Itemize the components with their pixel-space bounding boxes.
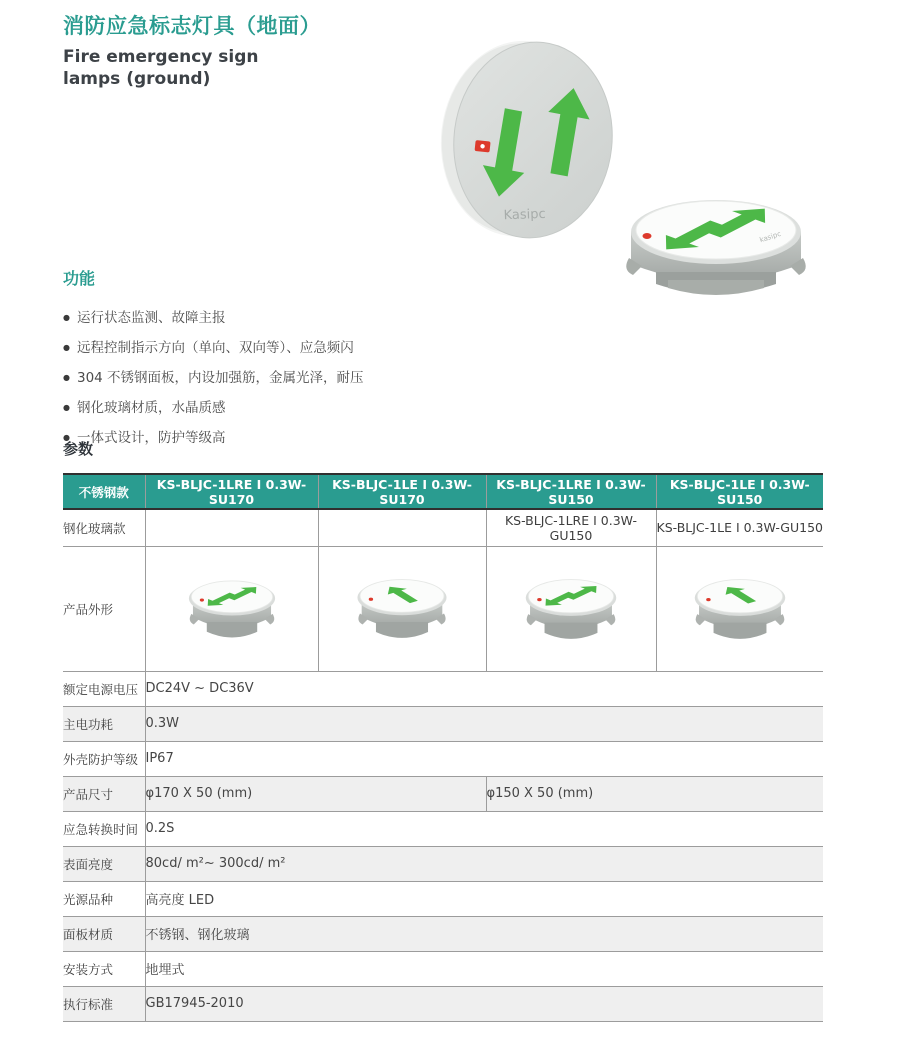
param-row-standard bbox=[63, 986, 823, 1021]
model-code bbox=[318, 509, 486, 546]
param-row-ip-rating bbox=[63, 741, 823, 776]
row-label: 钢化玻璃款 bbox=[63, 509, 145, 546]
product-image-cell bbox=[486, 546, 656, 671]
row-value: φ170 X 50 (mm) bbox=[145, 776, 486, 811]
row-label: 安装方式 bbox=[63, 951, 145, 986]
row-label: 光源品种 bbox=[63, 881, 145, 916]
row-label: 外壳防护等级 bbox=[63, 741, 145, 776]
product-image-cell bbox=[145, 546, 318, 671]
row-label: 面板材质 bbox=[63, 916, 145, 951]
features-section bbox=[63, 266, 483, 453]
features-list bbox=[63, 303, 483, 453]
disc-lamp-illustration bbox=[440, 36, 622, 246]
double-arrow-lamp-image bbox=[171, 563, 293, 655]
page-header bbox=[63, 10, 443, 90]
feature-item: ● 304 不锈钢面板，内设加强筋，金属光泽，耐压 bbox=[63, 363, 483, 393]
subtitle-line-2: lamps (ground) bbox=[63, 69, 211, 89]
param-row-switch-time bbox=[63, 811, 823, 846]
model-code: KS-BLJC-1LE I 0.3W-GU150 bbox=[656, 509, 823, 546]
row-value: φ150 X 50 (mm) bbox=[486, 776, 823, 811]
table-row-steel-models bbox=[63, 474, 823, 509]
single-arrow-lamp-image bbox=[339, 561, 465, 656]
product-hero-image bbox=[440, 36, 870, 304]
status-indicator-light bbox=[643, 233, 652, 239]
row-value: IP67 bbox=[145, 741, 823, 776]
row-value: DC24V ~ DC36V bbox=[145, 671, 823, 706]
page-subtitle bbox=[63, 46, 443, 90]
row-label: 产品尺寸 bbox=[63, 776, 145, 811]
row-value: GB17945-2010 bbox=[145, 986, 823, 1021]
feature-item: ● 钢化玻璃材质，水晶质感 bbox=[63, 393, 483, 423]
row-value: 80cd/ m²~ 300cd/ m² bbox=[145, 846, 823, 881]
model-code: KS-BLJC-1LE I 0.3W-SU150 bbox=[656, 474, 823, 509]
param-row-light-source bbox=[63, 881, 823, 916]
parameters-table bbox=[63, 473, 823, 1022]
row-label: 产品外形 bbox=[63, 546, 145, 671]
hero-lamps-illustration bbox=[440, 36, 870, 304]
double-arrow-lamp-image bbox=[507, 561, 635, 657]
row-label: 额定电源电压 bbox=[63, 671, 145, 706]
ground-lamp-illustration bbox=[626, 200, 805, 295]
row-label: 不锈钢款 bbox=[63, 474, 145, 509]
model-code bbox=[145, 509, 318, 546]
table-row-glass-models bbox=[63, 509, 823, 546]
model-code: KS-BLJC-1LE I 0.3W-SU170 bbox=[318, 474, 486, 509]
model-code: KS-BLJC-1LRE I 0.3W-SU150 bbox=[486, 474, 656, 509]
param-row-panel-material bbox=[63, 916, 823, 951]
model-code: KS-BLJC-1LRE I 0.3W-GU150 bbox=[486, 509, 656, 546]
param-row-brightness bbox=[63, 846, 823, 881]
row-value: 0.3W bbox=[145, 706, 823, 741]
row-value: 不锈钢、钢化玻璃 bbox=[145, 916, 823, 951]
row-label: 执行标准 bbox=[63, 986, 145, 1021]
param-row-dimensions bbox=[63, 776, 823, 811]
row-label: 应急转换时间 bbox=[63, 811, 145, 846]
row-label: 主电功耗 bbox=[63, 706, 145, 741]
single-arrow-lamp-image bbox=[676, 561, 804, 657]
feature-item: ● 远程控制指示方向（单向、双向等）、应急频闪 bbox=[63, 333, 483, 363]
table-row-appearance bbox=[63, 546, 823, 671]
row-value: 高亮度 LED bbox=[145, 881, 823, 916]
brand-logo-text-small: kasipc bbox=[758, 229, 783, 245]
subtitle-line-1: Fire emergency sign bbox=[63, 47, 259, 67]
row-value: 地埋式 bbox=[145, 951, 823, 986]
feature-item: ● 一体式设计，防护等级高 bbox=[63, 423, 483, 453]
model-code: KS-BLJC-1LRE I 0.3W-SU170 bbox=[145, 474, 318, 509]
feature-item: ● 运行状态监测、故障主报 bbox=[63, 303, 483, 333]
param-row-installation bbox=[63, 951, 823, 986]
brand-logo-text: Kasipc bbox=[503, 206, 546, 224]
row-value: 0.2S bbox=[145, 811, 823, 846]
row-label: 表面亮度 bbox=[63, 846, 145, 881]
page-title: 消防应急标志灯具（地面） bbox=[63, 14, 321, 38]
parameters-heading: 参数 bbox=[63, 440, 94, 458]
param-row-power bbox=[63, 706, 823, 741]
product-image-cell bbox=[318, 546, 486, 671]
product-image-cell bbox=[656, 546, 823, 671]
features-heading: 功能 bbox=[63, 269, 96, 288]
param-row-voltage bbox=[63, 671, 823, 706]
